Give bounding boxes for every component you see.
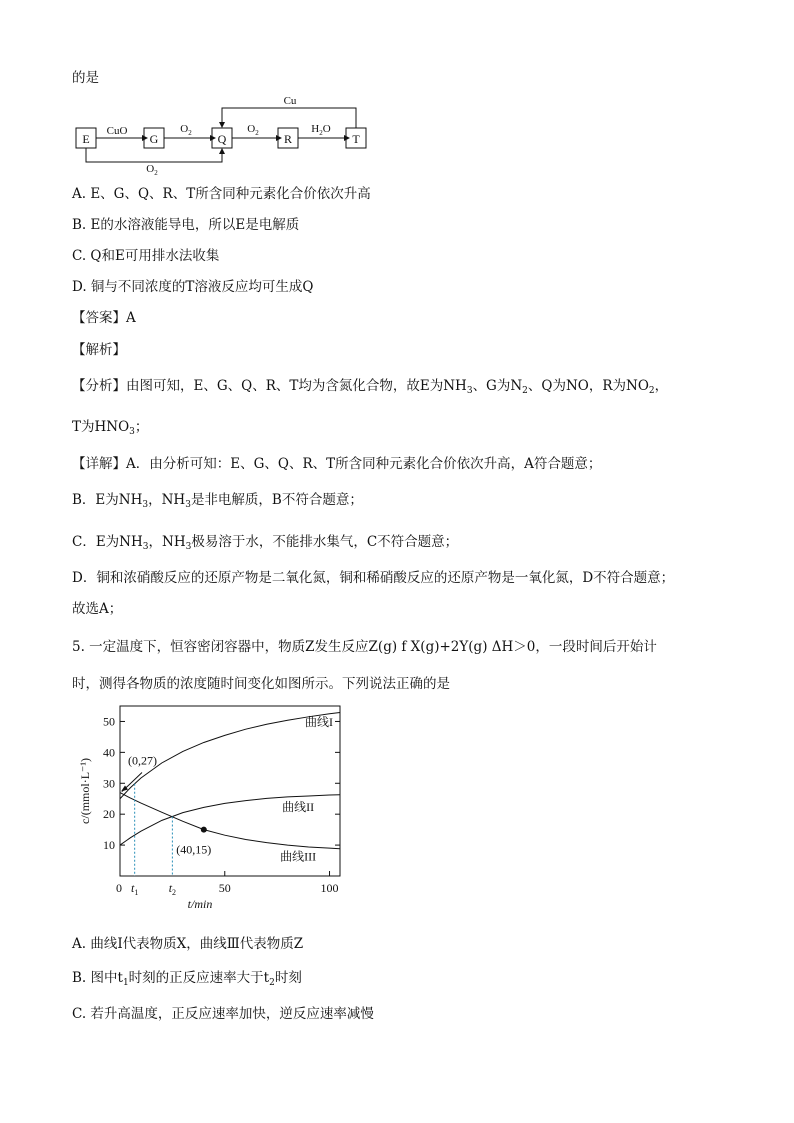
answer-line [72, 306, 136, 326]
x-tick-label: 50 [218, 881, 231, 895]
series-label-2: 曲线II [282, 800, 315, 815]
q5-stem-1: 5. 一定温度下，恒容密闭容器中，物质Z发生反应Z(g) f X(g)+2Y(g) ΔH＞0，一段时间后开始计 [72, 639, 657, 655]
series-label-3: 曲线III [280, 849, 317, 864]
analysis-tag: 【解析】 [72, 342, 126, 358]
series-label-1: 曲线I [305, 715, 334, 730]
y-axis-label: c/(mmol·L⁻¹) [78, 758, 92, 824]
node-e: E [82, 132, 90, 146]
detail-a: 【详解】A．由分析可知：E、G、Q、R、T所含同种元素化合价依次升高，A符合题意； [72, 456, 602, 472]
answer-tag: 【答案】 [72, 310, 126, 326]
q5-stem-2: 时，测得各物质的浓度随时间变化如图所示。下列说法正确的是 [72, 676, 450, 692]
detail-c: C．E为$NH_3$，$NH_3$极易溶于水，不能排水集气，C不符合题意； [72, 534, 459, 552]
concentration-time-chart [75, 700, 365, 920]
y-tick-label: 40 [103, 745, 115, 760]
y-tick-label: 20 [103, 807, 115, 822]
node-t: T [352, 132, 360, 146]
detail-d: D．铜和浓硝酸反应的还原产物是二氧化氮，铜和稀硝酸反应的还原产物是一氧化氮，D不符合题意； [72, 570, 675, 586]
annotation-point-label: (40,15) [176, 842, 212, 857]
preceding-text: 的是 [72, 70, 99, 86]
q4-option-d: D. 铜与不同浓度的T溶液反应均可生成Q [72, 279, 314, 295]
edge-label-o2-gq: $O_2$ [180, 123, 192, 137]
q4-option-a: A. E、G、Q、R、T所含同种元素化合价依次升高 [72, 186, 371, 202]
y-tick-label: 10 [103, 838, 115, 853]
x-tick-label: 0 [116, 881, 122, 895]
q4-option-c: C. Q和E可用排水法收集 [72, 248, 220, 264]
conclusion: 故选A； [72, 601, 123, 617]
edge-label-cu: Cu [283, 95, 297, 107]
edge-label-cuo: CuO [106, 125, 128, 137]
q4-option-b: B. E的水溶液能导电，所以E是电解质 [72, 217, 300, 233]
x-tick-label: 100 [320, 881, 339, 895]
special-tick-label: $t_2$ [168, 881, 177, 897]
y-tick-label: 30 [103, 776, 115, 791]
fenxi-line-2: T为$HNO_3$； [72, 419, 149, 437]
reaction-flow-diagram [72, 92, 372, 177]
x-axis-label: t/min [187, 897, 213, 911]
node-r: R [283, 132, 293, 146]
q5-option-a: A. 曲线Ⅰ代表物质X，曲线Ⅲ代表物质Z [72, 936, 304, 952]
fenxi-line: 【分析】由图可知，E、G、Q、R、T均为含氮化合物，故E为$NH_3$、G为$N_2$、Q为NO，R为$NO_2$， [72, 378, 669, 396]
detail-b: B．E为$NH_3$，$NH_3$是非电解质，B不符合题意； [72, 492, 363, 510]
node-g: G [149, 132, 159, 146]
annotation-start: (0,27) [128, 753, 157, 768]
edge-label-o2-qr: $O_2$ [247, 123, 259, 137]
edge-label-h2o: $H_2O$ [311, 123, 331, 137]
edge-label-o2-eq: $O_2$ [146, 163, 158, 177]
y-tick-label: 50 [103, 714, 115, 729]
annotation-point [201, 827, 207, 833]
q5-option-c: C. 若升高温度，正反应速率加快，逆反应速率减慢 [72, 1006, 374, 1022]
special-tick-label: $t_1$ [130, 881, 139, 897]
q5-option-b: B. 图中$t_1$时刻的正反应速率大于$t_2$时刻 [72, 970, 302, 988]
answer-value: A [126, 310, 136, 326]
node-q: Q [217, 132, 227, 146]
